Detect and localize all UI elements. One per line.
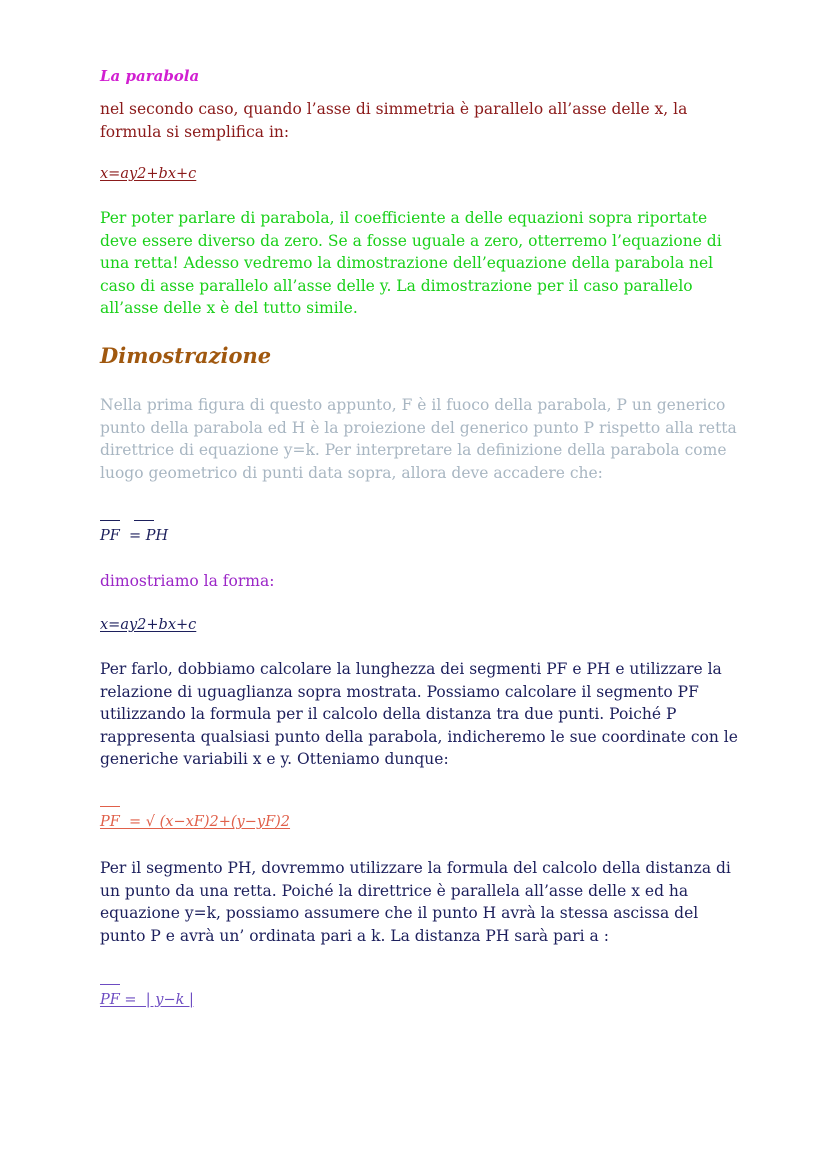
overline-pf-ph (100, 984, 120, 985)
overline-pf (100, 520, 120, 521)
intro-paragraph: nel secondo caso, quando l’asse di simmetria è parallelo all’asse delle x, la formula si semplifica in: (100, 100, 688, 141)
gray-paragraph: Nella prima figura di questo appunto, F è il fuoco della parabola, P un generico punto della parabola ed H è la proiezione del generico punto P rispetto alla retta direttrice di equazione y=k. Per interpretare la definizione della parabola come luogo geometrico di punti data sopra, allora deve accadere che: (100, 396, 737, 482)
section-heading: Dimostrazione (100, 343, 272, 368)
equation-pf-ph: PF = PH (100, 528, 169, 544)
header-title: La parabola (100, 67, 200, 85)
ph-paragraph: Per il segmento PH, dovremmo utilizzare la formula del calcolo della distanza di un punto da una retta. Poiché la direttrice è parallela all’asse delle x ed ha equazione y=k, possiamo assumere che il punto H avrà la stessa ascissa del punto P e avrà un’ ordinata pari a k. La distanza PH sarà pari a : (100, 859, 731, 945)
formula-x-parabola: x=ay2+bx+c (100, 166, 197, 182)
formula-ph-distance: PF = | y−k | (100, 992, 194, 1008)
overline-pf-distance (100, 806, 120, 807)
green-paragraph: Per poter parlare di parabola, il coefficiente a delle equazioni sopra riportate deve essere diverso da zero. Se a fosse uguale a zero, otterremo l’equazione di una retta! Adesso vedremo la dimostrazione dell’equazione della parabola nel caso di asse parallelo all’asse delle y. La dimostrazione per il caso parallelo all’asse delle x è del tutto simile. (100, 209, 722, 317)
navy-paragraph: Per farlo, dobbiamo calcolare la lunghezza dei segmenti PF e PH e utilizzare la relazione di uguaglianza sopra mostrata. Possiamo calcolare il segmento PF utilizzando la formula per il calcolo della distanza tra due punti. Poiché P rappresenta qualsiasi punto della parabola, indicheremo le sue coordinate con le generiche variabili x e y. Otteniamo dunque: (100, 660, 738, 768)
show-form-text: dimostriamo la forma: (100, 572, 275, 590)
formula-pf-distance: PF = √ (x−xF)2+(y−yF)2 (100, 814, 291, 830)
formula-x-parabola-2: x=ay2+bx+c (100, 617, 197, 633)
overline-ph (134, 520, 154, 521)
